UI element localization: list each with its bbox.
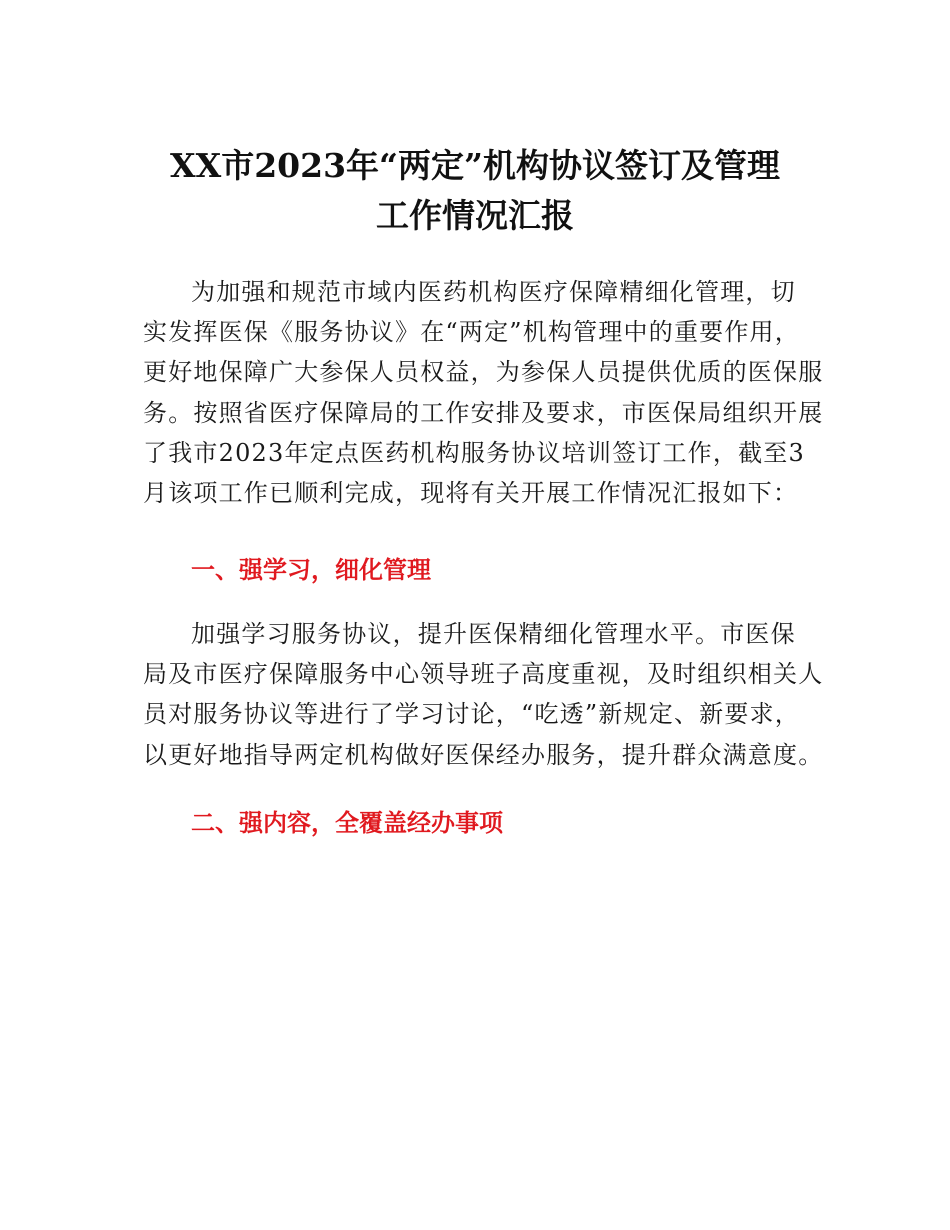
- paragraph-line: 局及市医疗保障服务中心领导班子高度重视，及时组织相关人: [143, 660, 824, 689]
- paragraph-line: 更好地保障广大参保人员权益，为参保人员提供优质的医保服: [143, 358, 824, 387]
- document-title-line-2: 工作情况汇报: [376, 196, 574, 235]
- paragraph-line: 为加强和规范市域内医药机构医疗保障精细化管理，切: [191, 278, 796, 306]
- paragraph-line: 实发挥医保《服务协议》在“两定”机构管理中的重要作用，: [143, 318, 800, 347]
- paragraph-line: 加强学习服务协议，提升医保精细化管理水平。市医保: [191, 620, 796, 648]
- section-1-paragraph: [143, 614, 823, 775]
- paragraph-line: 员对服务协议等进行了学习讨论，“吃透”新规定、新要求，: [143, 700, 800, 729]
- document-title-line-1: XX市2023年“两定”机构协议签订及管理: [169, 146, 781, 185]
- paragraph-line: 了我市2023年定点医药机构服务协议培训签订工作，截至3: [143, 438, 805, 467]
- section-heading-1: 一、强学习，细化管理: [191, 556, 431, 584]
- paragraph-line: 月该项工作已顺利完成，现将有关开展工作情况汇报如下：: [143, 478, 799, 507]
- paragraph-line: 以更好地指导两定机构做好医保经办服务，提升群众满意度。: [143, 740, 824, 769]
- paragraph-line: 务。按照省医疗保障局的工作安排及要求，市医保局组织开展: [143, 398, 824, 427]
- intro-paragraph: [143, 272, 823, 513]
- section-heading-2: 二、强内容，全覆盖经办事项: [191, 809, 503, 837]
